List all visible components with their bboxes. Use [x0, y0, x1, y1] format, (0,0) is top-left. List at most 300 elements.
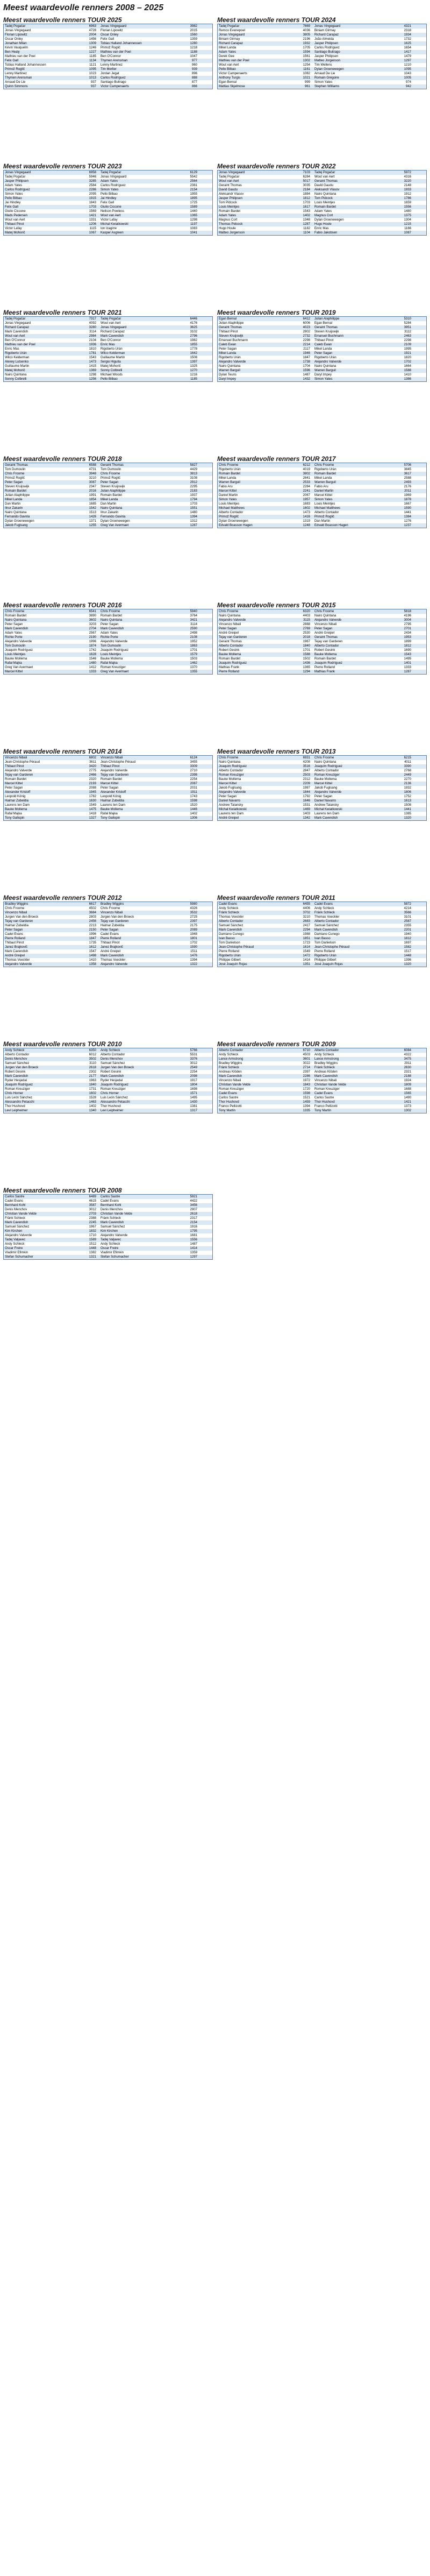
rider-points-right: 2768 — [404, 769, 411, 772]
rider-points-left: 4036 — [303, 29, 310, 32]
rider-name-right: Thibaut Pinot — [101, 941, 120, 945]
rider-points-left: 6012 — [89, 1053, 96, 1056]
rider-name-right: Peter Sagan — [314, 795, 333, 798]
rider-points-right: 3376 — [190, 1058, 197, 1061]
rider-points-left: 1561 — [303, 55, 310, 58]
rider-name-right: Jean-Christophe Péraud — [314, 946, 350, 949]
rider-name-left: Rigoberto Urán — [5, 352, 27, 355]
rider-name-right: Thymen Arensman — [101, 59, 128, 62]
rider-name-right: Geraint Thomas — [101, 464, 124, 467]
rider-points-left: 3022 — [303, 1062, 310, 1065]
table-row — [218, 360, 426, 364]
table-row — [218, 498, 426, 502]
rider-points-left: 6541 — [89, 610, 96, 613]
table-row — [218, 523, 426, 528]
rider-points-right: 4429 — [190, 468, 197, 471]
rider-points-left: 1840 — [89, 1083, 96, 1087]
table-row — [218, 325, 426, 330]
rider-name-right: Romain Bardet — [101, 494, 123, 497]
rider-points-right: 4316 — [404, 175, 411, 179]
rider-name-left: Tony Martin — [219, 1109, 236, 1112]
rider-name-right: Vincenzo Nibali — [101, 756, 123, 760]
rider-points-left: 2714 — [303, 1066, 310, 1069]
table-row — [4, 915, 212, 919]
rider-name-left: Romain Bardet — [219, 210, 241, 213]
rider-name-right: Adam Yates — [101, 631, 118, 635]
rider-name-left: Tom Pidcock — [219, 201, 238, 204]
rider-name-right: Tejay van Garderen — [101, 773, 129, 777]
rider-points-left: 1742 — [89, 649, 96, 652]
rider-name-left: Julian Alaphilippe — [219, 322, 244, 325]
rider-name-left: Primož Roglič — [219, 515, 239, 519]
rider-points-right: 5531 — [190, 1053, 197, 1056]
table-row — [4, 769, 212, 773]
rider-points-right: 3114 — [190, 623, 197, 626]
rider-points-left: 2312 — [303, 778, 310, 781]
rider-name-right: Mathieu van der Poel — [101, 51, 131, 54]
rider-points-left: 2775 — [89, 769, 96, 772]
rider-name-left: Kévin Vauquelin — [5, 46, 28, 49]
rider-points-right: 2381 — [190, 184, 197, 187]
rider-points-right: 1508 — [404, 804, 411, 807]
rider-points-right: 1441 — [404, 511, 411, 514]
table-row — [218, 640, 426, 644]
rider-name-right: Alejandro Valverde — [314, 619, 342, 622]
rider-name-right: Mark Cavendish — [101, 954, 124, 957]
table-row — [218, 803, 426, 807]
rider-name-left: Romain Bardet — [219, 472, 241, 476]
table-row — [218, 519, 426, 523]
rider-points-left: 1703 — [303, 201, 310, 204]
rider-points-right: 2397 — [190, 920, 197, 923]
table-row — [4, 812, 212, 816]
rider-points-left: 3210 — [303, 916, 310, 919]
table-row — [218, 1066, 426, 1070]
table-row — [4, 760, 212, 764]
rider-name-left: Biniam Girmay — [219, 38, 240, 41]
rider-points-left: 1498 — [89, 954, 96, 957]
rider-name-left: Adam Yates — [5, 631, 23, 635]
rider-points-left: 2803 — [89, 916, 96, 919]
rider-name-right: Robert Gesink — [101, 1070, 121, 1074]
table-row — [4, 356, 212, 360]
rider-points-right: 1654 — [404, 46, 411, 49]
rider-name-right: Tadej Pogačar — [101, 171, 121, 174]
rider-points-right: 1752 — [404, 795, 411, 798]
table-row — [4, 1212, 212, 1216]
rider-name-right: Bauke Mollema — [314, 653, 337, 656]
table-row — [4, 648, 212, 652]
rider-points-right: 1333 — [404, 666, 411, 669]
rider-name-left: Alberto Contador — [219, 1049, 243, 1052]
rider-points-left: 6006 — [303, 322, 310, 325]
rider-name-left: Chris Froome — [5, 907, 25, 910]
rider-name-right: Damiano Cunego — [314, 933, 340, 936]
table-row — [218, 33, 426, 37]
rider-name-left: Daniel Navarro — [219, 799, 241, 803]
rider-points-left: 3012 — [89, 1208, 96, 1211]
rider-points-right: 1556 — [190, 1238, 197, 1241]
rider-name-left: Romain Bardet — [5, 489, 27, 493]
rider-points-right: 1495 — [190, 1096, 197, 1099]
rider-name-right: Fränk Schleck — [314, 911, 335, 914]
rider-points-right: 1381 — [190, 1105, 197, 1108]
table-row — [218, 958, 426, 962]
table-row — [4, 631, 212, 635]
rider-name-right: Chris Froome — [314, 464, 334, 467]
rider-name-right: Stephen Williams — [314, 85, 340, 88]
rider-name-left: Bauke Mollema — [219, 653, 241, 656]
rider-points-right: 1589 — [190, 205, 197, 209]
rider-name-left: Joaquim Rodríguez — [219, 662, 247, 665]
rider-points-left: 2530 — [303, 631, 310, 635]
rider-points-left: 1630 — [89, 799, 96, 803]
rider-name-left: Dylan Groenewegen — [219, 520, 248, 523]
rider-points-left: 4403 — [303, 614, 310, 618]
rider-points-left: 2104 — [89, 339, 96, 342]
table-row — [218, 179, 426, 183]
rider-name-left: Samuel Sánchez — [5, 1062, 30, 1065]
table-row — [4, 1096, 212, 1100]
rider-name-left: Ilnur Zakarin — [5, 507, 23, 510]
rider-points-left: 1972 — [303, 1079, 310, 1082]
rider-points-right: 2188 — [404, 1075, 411, 1078]
table-row — [218, 231, 426, 235]
rider-name-right: David Gaudu — [314, 184, 334, 187]
table-row — [4, 463, 212, 467]
rider-name-left: Peter Sagan — [5, 786, 23, 790]
table-row — [218, 84, 426, 89]
rider-points-right: 3566 — [404, 911, 411, 914]
rider-points-left: 1781 — [89, 352, 96, 355]
table-row — [4, 756, 212, 760]
table-row — [4, 799, 212, 803]
rider-points-right: 1218 — [190, 46, 197, 49]
table-row — [4, 67, 212, 72]
rider-points-right: 3004 — [404, 619, 411, 622]
rider-name-right: Denis Menchov — [101, 1208, 123, 1211]
rider-name-left: Jean-Christophe Péraud — [219, 946, 254, 949]
rider-points-left: 2067 — [303, 494, 310, 497]
rider-name-right: Cadel Evans — [314, 1092, 333, 1095]
rider-points-left: 3601 — [303, 1058, 310, 1061]
year-title: Meest waardevolle renners TOUR 2012 — [3, 894, 122, 902]
rider-points-right: 1937 — [190, 494, 197, 497]
table-row — [4, 652, 212, 657]
table-row — [218, 807, 426, 812]
rider-name-right: Samuel Sánchez — [314, 924, 339, 927]
rider-name-left: Alberto Contador — [219, 644, 243, 648]
rider-name-right: Cadel Evans — [101, 933, 119, 936]
table-row — [218, 196, 426, 201]
rider-name-left: Wout van Aert — [5, 218, 25, 222]
rider-name-left: Fabio Aru — [219, 485, 233, 488]
rider-points-left: 1333 — [89, 670, 96, 673]
rider-name-right: Jonas Vingegaard — [101, 175, 127, 179]
rider-name-left: Christian Vande Velde — [219, 1083, 250, 1087]
table-row — [218, 962, 426, 967]
rider-points-right: 1440 — [190, 210, 197, 213]
rider-name-left: Oscar Onley — [5, 38, 23, 41]
rider-name-left: André Greipel — [219, 817, 239, 820]
rider-name-left: Alejandro Valverde — [219, 791, 246, 794]
rider-name-right: Christian Vande Velde — [314, 1083, 346, 1087]
table-row — [218, 506, 426, 510]
rider-name-right: Peter Sagan — [314, 627, 333, 630]
rider-name-left: Ivan Basso — [219, 937, 235, 940]
rider-points-left: 2683 — [303, 920, 310, 923]
rider-points-left: 1843 — [303, 1083, 310, 1087]
rider-points-left: 1302 — [303, 59, 310, 62]
rider-name-right: Roman Kreuziger — [101, 1088, 126, 1091]
table-row — [4, 179, 212, 183]
rider-name-right: Peter Sagan — [101, 786, 119, 790]
rider-name-left: Alexander Kristoff — [5, 791, 31, 794]
table-row — [4, 665, 212, 670]
table-row — [218, 812, 426, 816]
rider-name-right: Steven Kruijswijk — [101, 485, 125, 488]
rider-name-left: Romain Bardet — [5, 614, 27, 618]
rider-points-right: 3764 — [190, 614, 197, 618]
table-row — [4, 911, 212, 915]
rider-name-right: Tim Wellens — [314, 63, 332, 67]
rider-points-right: 6084 — [404, 1049, 411, 1052]
rider-points-left: 3035 — [303, 184, 310, 187]
rider-points-right: 1087 — [404, 231, 411, 235]
rider-name-left: Tejay van Garderen — [219, 636, 247, 639]
rider-points-left: 1254 — [303, 63, 310, 67]
rider-name-right: Roman Kreuziger — [101, 666, 126, 669]
rider-name-right: Thor Hushovd — [101, 1105, 121, 1108]
table-row — [4, 506, 212, 510]
rider-name-left: Peter Sagan — [5, 623, 23, 626]
rider-name-right: Emanuel Buchmann — [314, 335, 344, 338]
rider-points-right: 1895 — [190, 197, 197, 200]
rider-points-left: 1463 — [89, 1101, 96, 1104]
rider-points-left: 1832 — [89, 1230, 96, 1233]
rider-points-left: 4728 — [89, 29, 96, 32]
rider-points-right: 3012 — [190, 1062, 197, 1065]
rider-points-left: 2196 — [303, 38, 310, 41]
rider-name-left: Cadel Evans — [219, 903, 238, 906]
rider-points-left: 1840 — [303, 644, 310, 648]
rider-name-right: Pello Bilbao — [101, 378, 118, 381]
table-row — [4, 330, 212, 334]
rider-points-left: 999 — [304, 81, 310, 84]
rider-points-left: 1704 — [303, 365, 310, 368]
rider-points-right: 1934 — [404, 33, 411, 37]
rider-name-left: Guillaume Martin — [5, 365, 30, 368]
rider-points-right: 5766 — [190, 1049, 197, 1052]
rider-points-left: 3420 — [89, 765, 96, 768]
rider-points-right: 4422 — [190, 1200, 197, 1203]
rider-name-right: Bradley Wiggins — [314, 1062, 338, 1065]
table-row — [218, 188, 426, 192]
year-title: Meest waardevolle renners TOUR 2021 — [3, 309, 122, 316]
table-row — [4, 338, 212, 343]
rider-name-right: Jordan Jegat — [101, 72, 119, 75]
rider-points-left: 2286 — [89, 188, 96, 191]
table-row — [4, 196, 212, 201]
rider-name-right: Jonas Vingegaard — [101, 326, 127, 329]
rider-points-right: 2318 — [404, 29, 411, 32]
rider-name-right: Romain Bardet — [314, 472, 336, 476]
table-row — [4, 1199, 212, 1203]
rider-name-left: Robert Gesink — [5, 1070, 26, 1074]
rider-name-left: Jurgen Van den Broeck — [5, 1066, 39, 1069]
rider-name-left: Tadej Valjavec — [5, 1238, 26, 1241]
rider-name-left: Andy Schleck — [5, 1049, 25, 1052]
rider-points-left: 2190 — [89, 636, 96, 639]
table-row — [218, 1091, 426, 1096]
rider-name-right: Wilco Kelderman — [101, 352, 125, 355]
table-row — [4, 214, 212, 218]
rider-name-right: Thibaut Pinot — [101, 765, 120, 768]
rider-name-left: Vincenzo Nibali — [5, 756, 27, 760]
rider-points-left: 2209 — [303, 782, 310, 785]
rider-points-right: 1402 — [190, 812, 197, 815]
rider-name-left: Roman Kreuziger — [5, 1088, 30, 1091]
rider-name-left: Victor Lafay — [5, 227, 22, 230]
rider-points-right: 1795 — [190, 1230, 197, 1233]
table-row — [4, 498, 212, 502]
rider-points-left: 1844 — [303, 791, 310, 794]
rider-points-right: 2564 — [190, 180, 197, 183]
rider-points-left: 6710 — [303, 1049, 310, 1052]
rider-name-left: Jean-Christophe Péraud — [5, 761, 40, 764]
table-row — [218, 1104, 426, 1109]
rider-name-left: Felix Gall — [5, 59, 19, 62]
rider-name-right: Fränk Schleck — [101, 1217, 121, 1220]
table-row — [4, 1048, 212, 1053]
rider-name-right: Rigoberto Urán — [314, 954, 336, 957]
rider-points-left: 6412 — [303, 317, 310, 321]
rider-name-right: Carlos Rodríguez — [101, 184, 126, 187]
rider-points-left: 2769 — [303, 627, 310, 630]
rider-name-right: Tobias Halland Johannessen — [101, 42, 142, 45]
rider-points-left: 1521 — [303, 1096, 310, 1099]
year-title: Meest waardevolle renners TOUR 2010 — [3, 1040, 122, 1048]
rider-name-right: Thor Hushovd — [314, 1101, 335, 1104]
rider-points-right: 1320 — [404, 963, 411, 966]
table-row — [4, 59, 212, 63]
rider-name-left: Adam Yates — [5, 184, 23, 187]
rider-name-left: Mathieu van der Poel — [5, 55, 35, 58]
rider-points-right: 1642 — [190, 352, 197, 355]
rider-points-left: 3502 — [89, 1058, 96, 1061]
rider-points-right: 6446 — [190, 317, 197, 321]
rider-name-left: Alejandro Valverde — [5, 1234, 32, 1237]
rider-points-right: 1664 — [404, 365, 411, 368]
table-row — [4, 618, 212, 622]
rider-points-right: 4321 — [404, 25, 411, 28]
rider-points-right: 2725 — [190, 916, 197, 919]
rider-name-left: Nairo Quintana — [5, 619, 27, 622]
rider-name-right: Joaquim Rodríguez — [314, 765, 343, 768]
rider-points-left: 1685 — [89, 502, 96, 506]
table-row — [218, 1109, 426, 1113]
rider-points-right: 1804 — [190, 1083, 197, 1087]
rider-name-right: Joaquim Rodríguez — [314, 662, 343, 665]
rider-points-right: 1809 — [404, 1083, 411, 1087]
rider-points-right: 1948 — [190, 933, 197, 936]
table-row — [218, 171, 426, 175]
rider-name-right: Caleb Ewan — [314, 343, 332, 346]
table-row — [218, 919, 426, 924]
rider-name-left: Stefan Schumacher — [5, 1255, 33, 1259]
rider-points-right: 3456 — [190, 1204, 197, 1207]
rider-points-left: 3890 — [89, 614, 96, 618]
rider-name-left: Nairo Quintana — [5, 373, 27, 377]
rider-points-right: 5921 — [190, 1195, 197, 1198]
rider-points-right: 1302 — [404, 1109, 411, 1112]
rider-name-left: Cadel Evans — [219, 1092, 238, 1095]
table-row — [218, 510, 426, 515]
rider-name-right: Enric Mas — [101, 343, 115, 346]
table-row — [4, 609, 212, 614]
rider-points-left: 1996 — [89, 640, 96, 643]
rider-name-left: Andy Schleck — [5, 1243, 25, 1246]
rider-name-left: Nairo Quintana — [219, 614, 241, 618]
table-row — [218, 364, 426, 368]
rider-points-right: 1384 — [404, 515, 411, 519]
rider-name-right: Biniam Girmay — [314, 29, 336, 32]
rider-points-right: 1394 — [190, 515, 197, 519]
rider-points-right: 2270 — [404, 778, 411, 781]
rider-points-right: 1430 — [190, 1101, 197, 1104]
rider-name-right: Dylan Groenewegen — [314, 68, 344, 71]
rider-points-left: 1410 — [89, 959, 96, 962]
rider-points-right: 1812 — [404, 644, 411, 648]
rider-name-left: Steven Kruijswijk — [219, 335, 243, 338]
table-row — [218, 760, 426, 764]
rider-name-right: Alberto Contador — [314, 920, 339, 923]
rider-name-left: Samuel Sánchez — [219, 924, 243, 927]
year-title: Meest waardevolle renners TOUR 2011 — [217, 894, 335, 902]
rider-name-left: Enric Mas — [5, 347, 19, 351]
rider-points-left: 1473 — [303, 511, 310, 514]
rider-name-left: Simon Yates — [5, 193, 23, 196]
rider-name-right: Haimar Zubeldia — [101, 799, 125, 803]
rider-points-right: 1659 — [404, 201, 411, 204]
rider-name-right: Andy Schleck — [101, 1243, 120, 1246]
rider-name-left: Alessandro Petacchi — [5, 1101, 34, 1104]
rider-name-left: Marcel Kittel — [5, 670, 23, 673]
table-row — [4, 1216, 212, 1220]
rider-name-left: Denis Menchov — [5, 1058, 27, 1061]
rider-name-right: Victor Lafay — [101, 218, 118, 222]
table-row — [218, 24, 426, 29]
rider-name-left: Alberto Contador — [5, 1053, 30, 1056]
rider-points-right: 3617 — [404, 472, 411, 476]
rider-points-right: 1166 — [404, 227, 411, 230]
table-row — [218, 192, 426, 196]
rider-name-left: Daniel Martin — [219, 494, 238, 497]
table-row — [218, 76, 426, 80]
table-row — [218, 317, 426, 321]
table-row — [218, 924, 426, 928]
year-title: Meest waardevolle renners TOUR 2018 — [3, 455, 122, 463]
table-row — [4, 661, 212, 665]
rider-name-right: Chris Froome — [101, 472, 120, 476]
rider-points-right: 2588 — [404, 477, 411, 480]
rider-points-right: 1571 — [190, 1092, 197, 1095]
rider-points-left: 1348 — [303, 218, 310, 222]
rider-name-right: Andy Schleck — [101, 1049, 120, 1052]
table-row — [218, 1061, 426, 1066]
rider-points-left: 2984 — [89, 335, 96, 338]
table-row — [4, 226, 212, 231]
